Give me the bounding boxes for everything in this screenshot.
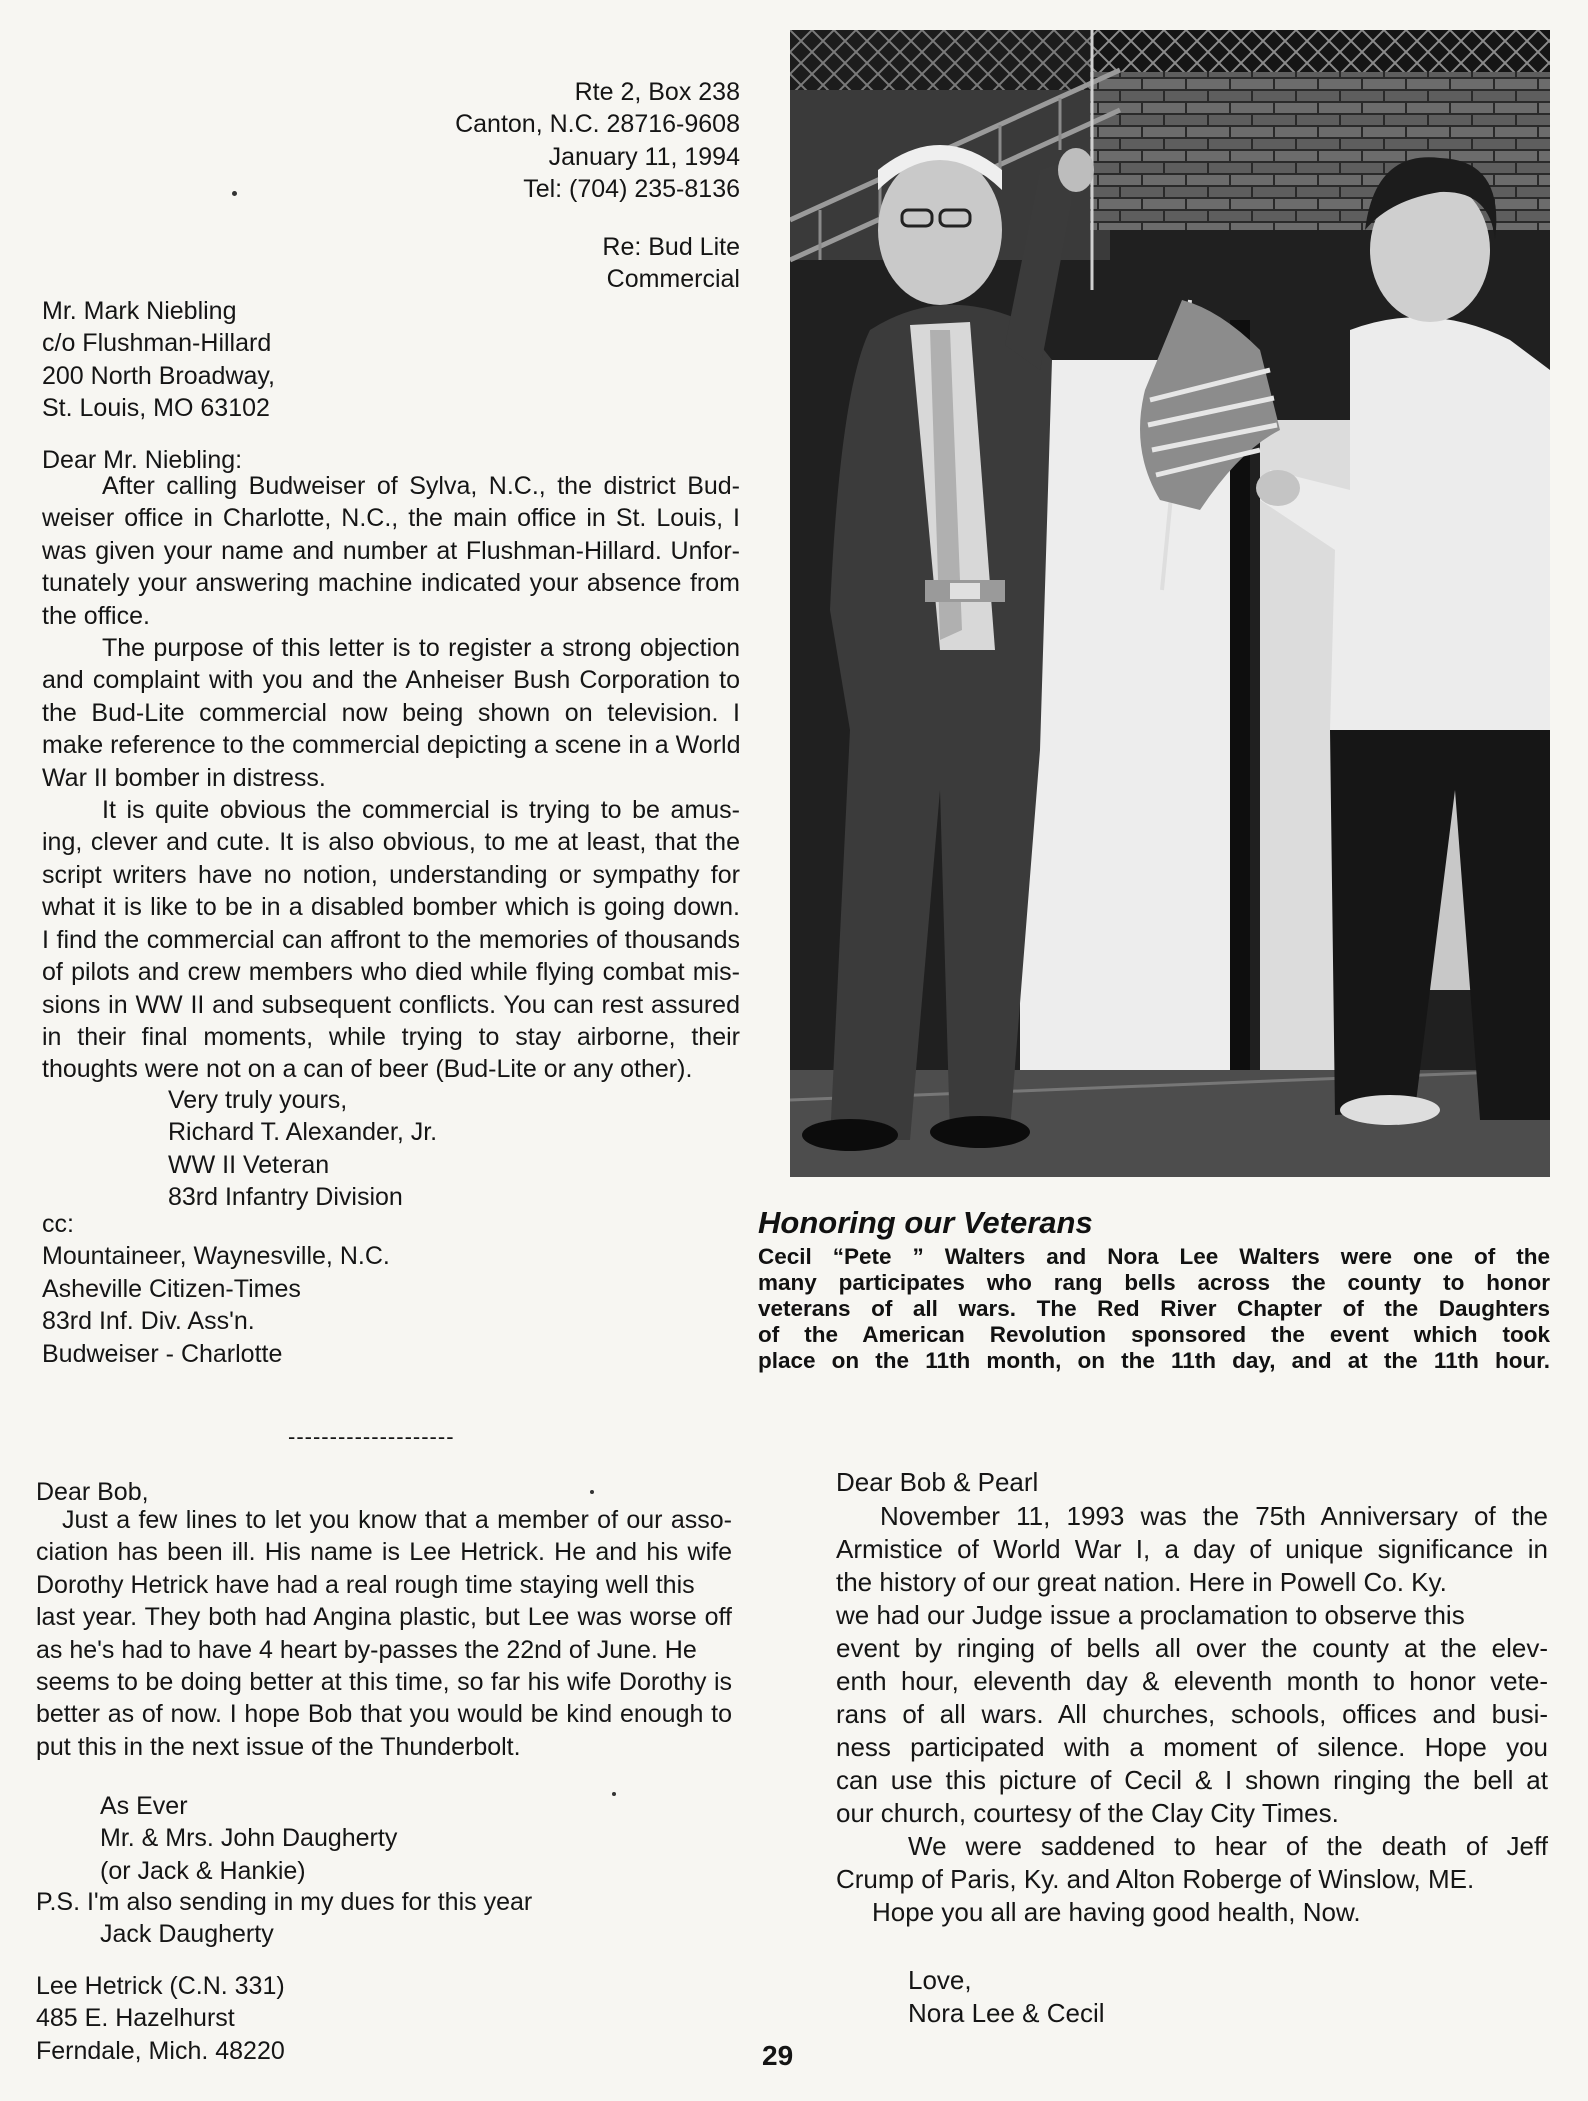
body-line: seems to be doing better at this time, so far his wife Dorothy is (36, 1668, 732, 1697)
body-line: Just a few lines to let you know that a member of our asso- (62, 1506, 732, 1534)
cc-line: Asheville Citizen-Times (42, 1274, 301, 1303)
caption-line: place on the 11th month, on the 11th day, and at the 11th hour. (758, 1348, 1550, 1373)
body-line: last year. They both had Angina plastic, but Lee was worse off (36, 1603, 732, 1632)
subject-line: Commercial (606, 265, 740, 294)
phone-line: Tel: (704) 235-8136 (523, 175, 740, 204)
body-line: War II bomber in distress. (42, 763, 326, 792)
body-line: I find the commercial can affront to the memories of thousands (42, 925, 740, 954)
cc-line: Mountaineer, Waynesville, N.C. (42, 1242, 390, 1271)
body-line: Hope you all are having good health, Now. (872, 1897, 1361, 1927)
address-line: Rte 2, Box 238 (574, 78, 740, 106)
address-line: Canton, N.C. 28716-9608 (455, 110, 740, 139)
section-divider: -------------------- (288, 1424, 455, 1449)
closing-line: As Ever (100, 1792, 188, 1820)
cc-label: cc: (42, 1210, 74, 1238)
signature-name: Nora Lee & Cecil (908, 1998, 1105, 2028)
body-line: weiser office in Charlotte, N.C., the main office in St. Louis, I (42, 504, 740, 533)
body-line: our church, courtesy of the Clay City Times. (836, 1798, 1339, 1828)
recipient-line: Mr. Mark Niebling (42, 297, 237, 325)
ps-signature: Jack Daugherty (100, 1920, 274, 1949)
photo-illustration (790, 30, 1550, 1177)
body-line: and complaint with you and the Anheiser Bush Corporation to (42, 666, 740, 695)
letter2-address (36, 1970, 285, 2067)
letter1-subject (500, 231, 740, 296)
letter1-sender-address (400, 76, 740, 206)
caption-line: many participates who rang bells across the county to honor (758, 1270, 1550, 1295)
photo-caption-title: Honoring our Veterans (758, 1205, 1093, 1240)
body-line: thoughts were not on a can of beer (Bud-Lite or any other). (42, 1055, 693, 1084)
address-line: Ferndale, Mich. 48220 (36, 2036, 285, 2065)
body-line: the office. (42, 601, 150, 630)
ps-line: P.S. I'm also sending in my dues for this year (36, 1888, 533, 1916)
recipient-line: St. Louis, MO 63102 (42, 394, 270, 423)
recipient-line: c/o Flushman-Hillard (42, 329, 272, 358)
body-line: November 11, 1993 was the 75th Anniversary of the (880, 1501, 1548, 1531)
body-line: tunately your answering machine indicated your absence from (42, 569, 740, 598)
speck (612, 1792, 616, 1796)
body-line: It is quite obvious the commercial is trying to be amus- (102, 796, 740, 825)
body-line: sions in WW II and subsequent conflicts. You can rest assured (42, 990, 740, 1019)
body-line: We were saddened to hear of the death of Jeff (908, 1831, 1548, 1861)
body-line: The purpose of this letter is to register a strong objection (102, 634, 740, 663)
letter1-cc-list (42, 1208, 390, 1370)
closing-line: 83rd Infantry Division (168, 1183, 403, 1212)
body-line: enth hour, eleventh day & eleventh month to honor vete- (836, 1666, 1548, 1696)
signature-name: Mr. & Mrs. John Daugherty (100, 1824, 398, 1853)
photo-caption (758, 1244, 1550, 1374)
body-line: Crump of Paris, Ky. and Alton Roberge of Winslow, ME. (836, 1864, 1475, 1894)
closing-line: (or Jack & Hankie) (100, 1856, 306, 1885)
speck (590, 1490, 594, 1494)
letter2-body (36, 1504, 732, 1763)
letter2-salutation: Dear Bob, (36, 1478, 149, 1506)
caption-line: of the American Revolution sponsored the event which took (758, 1322, 1550, 1347)
letter2-postscript (36, 1886, 532, 1951)
letter1-body (42, 470, 740, 1086)
closing-line: WW II Veteran (168, 1150, 330, 1179)
body-line: the Bud-Lite commercial now being shown on television. I (42, 698, 740, 727)
cc-line: 83rd Inf. Div. Ass'n. (42, 1307, 255, 1336)
body-line: the history of our great nation. Here in Powell Co. Ky. (836, 1567, 1447, 1597)
body-line: was given your name and number at Flushman-Hillard. Unfor- (42, 536, 740, 565)
closing-line: Love, (908, 1965, 972, 1995)
body-line: as he's had to have 4 heart by-passes the 22nd of June. He (36, 1635, 697, 1664)
address-line: Lee Hetrick (C.N. 331) (36, 1972, 285, 2000)
body-line: can use this picture of Cecil & I shown ringing the bell at (836, 1765, 1548, 1795)
body-line: script writers have no notion, understanding or sympathy for (42, 860, 740, 889)
cc-line: Budweiser - Charlotte (42, 1339, 283, 1368)
body-line: ing, clever and cute. It is also obvious, to me at least, that the (42, 828, 740, 857)
letter3-salutation: Dear Bob & Pearl (836, 1467, 1039, 1497)
body-line: of pilots and crew members who died while flying combat mis- (42, 958, 740, 987)
body-line: make reference to the commercial depicting a scene in a World (42, 731, 741, 760)
letter1-salutation: Dear Mr. Niebling: (42, 446, 243, 474)
body-line: event by ringing of bells all over the county at the elev- (836, 1633, 1548, 1663)
letter1-closing (168, 1084, 437, 1214)
letter2-closing (100, 1790, 397, 1887)
closing-line: Very truly yours, (168, 1086, 348, 1114)
page-number: 29 (762, 2040, 794, 2071)
letter3-closing (908, 1964, 1105, 2030)
speck (232, 191, 237, 196)
body-line: in their final moments, while trying to stay airborne, their (42, 1022, 740, 1051)
recipient-line: 200 North Broadway, (42, 361, 275, 390)
caption-line: Cecil “Pete ” Walters and Nora Lee Walters were one of the (758, 1244, 1550, 1269)
caption-line: veterans of all wars. The Red River Chapter of the Daughters (758, 1296, 1550, 1321)
body-line: what it is like to be in a disabled bomber which is going down. (42, 893, 740, 922)
date-line: January 11, 1994 (548, 142, 740, 171)
body-line: Armistice of World War I, a day of unique significance in (836, 1534, 1548, 1564)
address-line: 485 E. Hazelhurst (36, 2004, 235, 2033)
body-line: After calling Budweiser of Sylva, N.C., the district Bud- (102, 472, 740, 500)
body-line: we had our Judge issue a proclamation to observe this (836, 1600, 1465, 1630)
body-line: ciation has been ill. His name is Lee Hetrick. He and his wife (36, 1538, 732, 1567)
veterans-photo (790, 30, 1550, 1177)
subject-line: Re: Bud Lite (602, 233, 740, 261)
body-line: ness participated with a moment of silence. Hope you (836, 1732, 1548, 1762)
body-line: rans of all wars. All churches, schools, offices and busi- (836, 1699, 1548, 1729)
body-line: better as of now. I hope Bob that you would be kind enough to (36, 1700, 732, 1729)
body-line: Dorothy Hetrick have had a real rough time staying well this (36, 1570, 695, 1599)
signature-name: Richard T. Alexander, Jr. (168, 1118, 438, 1147)
letter3-body (836, 1500, 1548, 1929)
letter1-recipient (42, 295, 275, 425)
body-line: put this in the next issue of the Thunderbolt. (36, 1732, 521, 1761)
